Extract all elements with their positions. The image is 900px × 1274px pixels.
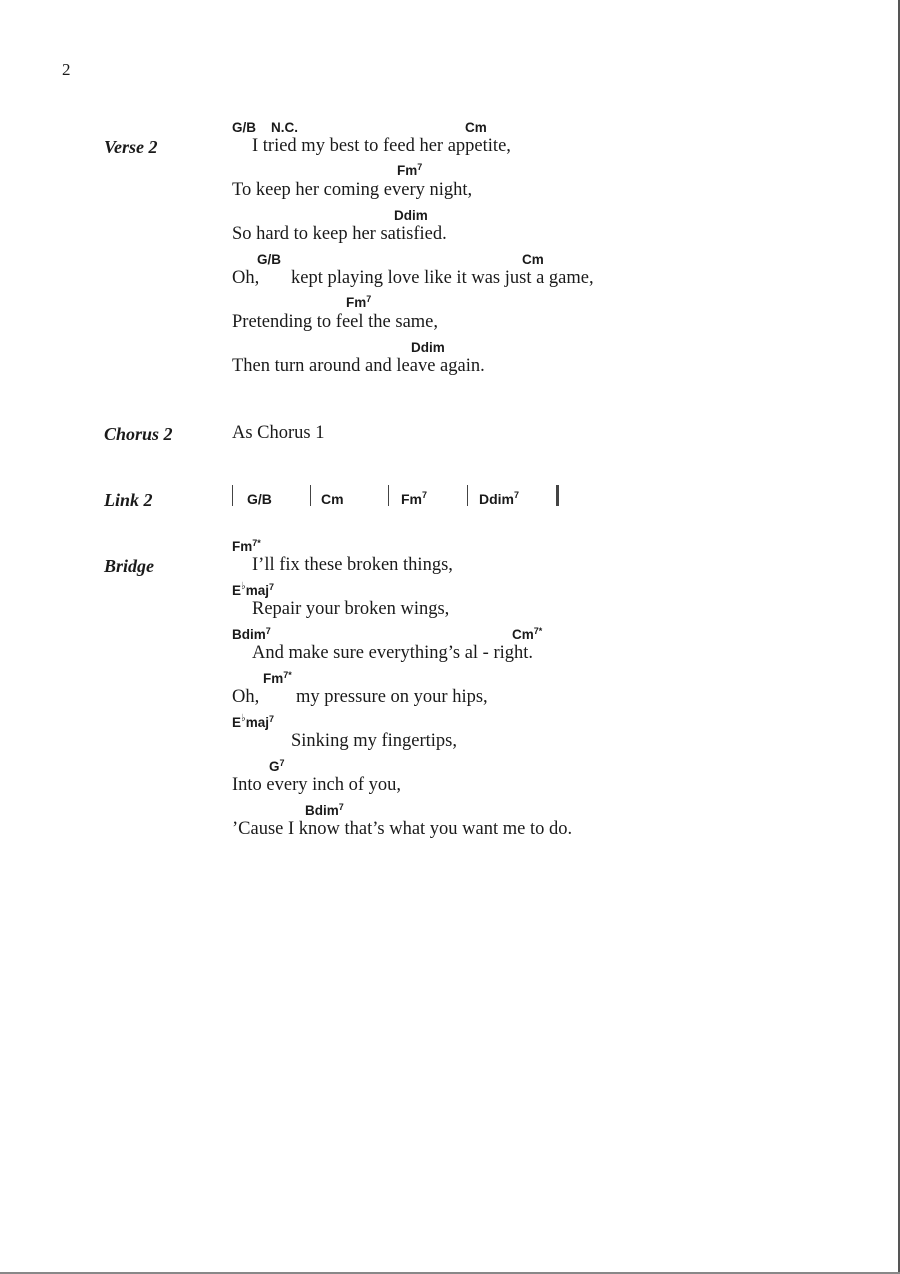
lyric-line: And make sure everything’s al - right. (252, 643, 534, 663)
lyric-line: I’ll fix these broken things, (252, 555, 453, 575)
page-number: 2 (62, 60, 71, 79)
chord: N.C. (271, 120, 298, 135)
section-label-bridge: Bridge (104, 556, 155, 576)
chord: G/B (257, 252, 282, 267)
lyric-line: kept playing love like it was just a game, (291, 268, 594, 288)
lyric-line: Repair your broken wings, (252, 599, 450, 619)
chord: Cm (522, 252, 544, 267)
chord: $Fm^{7*}$ (263, 670, 292, 686)
chord: E♭maj$^7$ (232, 713, 275, 730)
lyric-line: Into every inch of you, (232, 775, 402, 795)
chorus-reference: As Chorus 1 (232, 423, 325, 443)
final-barline (556, 485, 559, 506)
lyric-line: Oh, (232, 268, 260, 288)
lyric-line: I tried my best to feed her appetite, (252, 136, 511, 156)
lyric-line: ’Cause I know that’s what you want me to do. (232, 819, 573, 839)
link-chord: G/B (247, 491, 272, 507)
section-label-link-2: Link 2 (104, 490, 153, 510)
lyric-line: Sinking my fingertips, (291, 731, 457, 751)
chord: $Fm^{7*}$ (232, 538, 261, 554)
barline (467, 485, 468, 506)
lyric-line: Then turn around and leave again. (232, 356, 485, 376)
chord: Ddim (411, 340, 445, 355)
chord: Fm$^7$ (346, 294, 372, 310)
barline (388, 485, 389, 506)
chord: Cm (465, 120, 487, 135)
lyric-line: To keep her coming every night, (232, 180, 473, 200)
chord: Bdim$^7$ (232, 626, 271, 642)
section-label-verse-2: Verse 2 (104, 137, 158, 157)
link-chord: Cm (321, 491, 344, 507)
chord: $G^7$ (269, 758, 285, 774)
link-chord: Ddim$^7$ (479, 490, 520, 507)
chord: Bdim$^7$ (305, 802, 344, 818)
lyric-line: my pressure on your hips, (296, 687, 488, 707)
lyric-line: So hard to keep her satisfied. (232, 224, 447, 244)
chord: Fm$^7$ (397, 162, 423, 178)
chord: G/B (232, 120, 257, 135)
section-label-chorus-2: Chorus 2 (104, 424, 173, 444)
link-chord: Fm$^7$ (401, 490, 428, 507)
chord: Ddim (394, 208, 428, 223)
barline (310, 485, 311, 506)
lyric-line: Oh, (232, 687, 260, 707)
barline (232, 485, 233, 506)
chord: E♭maj$^7$ (232, 581, 275, 598)
lyric-line: Pretending to feel the same, (232, 312, 439, 332)
chord: $Cm^{7*}$ (512, 626, 543, 642)
